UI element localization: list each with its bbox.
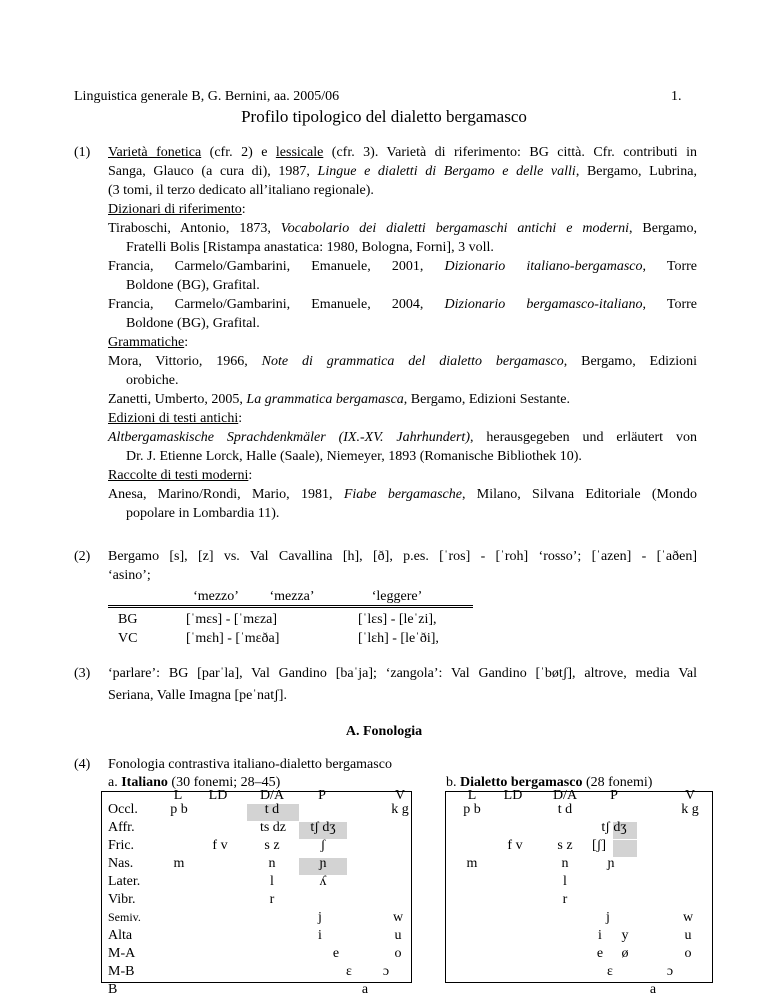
- bg-lat-DA: l: [563, 874, 567, 889]
- s1-line-8: Boldone (BG), Grafital.: [126, 278, 260, 293]
- s1-line-9: Francia, Carmelo/Gambarini, Emanuele, 2004, Dizionario bergamasco-italiano, Torre: [108, 297, 698, 312]
- section-heading-fonologia: A. Fonologia: [345, 724, 423, 739]
- it-row-fric: Fric.: [108, 838, 135, 853]
- bg-vib-DA: r: [562, 892, 568, 907]
- bg-nas-DA: n: [561, 856, 569, 871]
- bg-fric-DA: s z: [557, 838, 573, 853]
- it-col-LD: LD: [208, 788, 228, 803]
- it-lat-DA: l: [270, 874, 274, 889]
- it-row-vibr: Vibr.: [108, 892, 136, 907]
- it-nas-P: ɲ: [319, 856, 327, 871]
- bg-b-a: a: [649, 982, 657, 997]
- s3-line-1: ‘parlare’: BG [parˈla], Val Gandino [baˈja]; ‘zangola’: Val Gandino [ˈbøtʃ], altrove, media Val: [108, 666, 697, 681]
- bg-mezzo: [ˈmɛs] - [ˈmɛza]: [186, 612, 278, 627]
- it-occl-V: k g: [391, 802, 409, 817]
- table-rule: [108, 605, 473, 606]
- s1-line-18: Raccolte di testi moderni:: [108, 468, 253, 483]
- page-title: Profilo tipologico del dialetto bergamasco: [241, 107, 527, 126]
- th-leggere: ‘leggere’: [371, 589, 423, 604]
- s1-line-2: Sanga, Glauco (a cura di), 1987, Lingue e dialetti di Bergamo e delle valli, Bergamo, Lubrina,: [108, 164, 697, 179]
- bg-col-LD: LD: [503, 788, 523, 803]
- bg-occl-L: p b: [463, 802, 481, 817]
- s1-line-4: Dizionari di riferimento:: [108, 202, 246, 217]
- section-3: [108, 664, 697, 705]
- it-ma-e: e: [332, 946, 340, 961]
- bg-affr-P: tʃ dʒ: [601, 820, 627, 835]
- it-lat-P: ʎ: [319, 874, 327, 889]
- bg-fric-P: [ʃ]: [592, 838, 606, 853]
- it-col-DA: D/A: [259, 788, 285, 803]
- vc-mezzo: [ˈmɛh] - [ˈmɛða]: [186, 631, 280, 646]
- bg-alta-y: y: [621, 928, 629, 943]
- it-row-alta: Alta: [108, 928, 133, 943]
- s1-line-13: orobiche.: [126, 373, 179, 388]
- section-1: [108, 143, 697, 523]
- page-number: 1.: [671, 89, 682, 104]
- it-row-semiv: Semiv.: [108, 910, 141, 924]
- bg-col-V: V: [684, 788, 696, 803]
- it-mb-e: ɛ: [346, 964, 352, 979]
- bg-col-P: P: [610, 788, 618, 803]
- s1-line-17: Dr. J. Etienne Lorck, Halle (Saale), Niemeyer, 1893 (Romanische Bibliothek 10).: [126, 449, 582, 464]
- it-nas-L: m: [173, 856, 185, 871]
- it-row-occl: Occl.: [108, 802, 138, 817]
- it-ma-o: o: [394, 946, 402, 961]
- bg-nas-L: m: [466, 856, 478, 871]
- s1-line-16: Altbergamaskische Sprachdenkmäler (IX.-XV. Jahrhundert), herausgegeben und erläutert von: [108, 430, 697, 445]
- s1-line-19: Anesa, Marino/Rondi, Mario, 1981, Fiabe bergamasche, Milano, Silvana Editoriale (Mondo: [108, 487, 697, 502]
- bg-mb-o: ɔ: [666, 964, 674, 979]
- it-semiv-j: j: [318, 910, 322, 925]
- s1-line-6: Fratelli Bolis [Ristampa anastatica: 1980, Bologna, Forni], 3 voll.: [126, 240, 494, 255]
- th-mezza: ‘mezza’: [269, 589, 315, 604]
- it-fric-DA: s z: [264, 838, 280, 853]
- bg-alta-i: i: [598, 928, 602, 943]
- it-alta-u: u: [394, 928, 402, 943]
- s3-line-2: Seriana, Valle Imagna [peˈnatʃ].: [108, 688, 287, 703]
- heading-edizioni: Edizioni di testi antichi: [108, 411, 239, 426]
- s4-intro: Fonologia contrastiva italiano-dialetto bergamasco: [108, 757, 392, 772]
- s4-b-label: b. Dialetto bergamasco (28 fonemi): [446, 775, 653, 790]
- th-mezzo: ‘mezzo’: [193, 589, 239, 604]
- it-b-a: a: [361, 982, 369, 997]
- it-col-P: P: [318, 788, 326, 803]
- it-alta-i: i: [318, 928, 322, 943]
- it-col-L: L: [173, 788, 183, 803]
- s1-line-11: Grammatiche:: [108, 335, 189, 350]
- it-nas-DA: n: [268, 856, 276, 871]
- link-lessicale: lessicale: [275, 145, 324, 160]
- bg-semiv-j: j: [606, 910, 610, 925]
- item-number-2: (2): [74, 549, 91, 564]
- bg-occl-DA: t d: [557, 802, 573, 817]
- it-fric-LD: f v: [212, 838, 228, 853]
- s1-line-20: popolare in Lombardia 11).: [126, 506, 280, 521]
- bg-ma-oe: ø: [621, 946, 629, 961]
- it-occl-DA: t d: [264, 802, 280, 817]
- s1-line-12: Mora, Vittorio, 1966, Note di grammatica del dialetto bergamasco, Bergamo, Edizioni: [108, 354, 697, 369]
- bg-fric-LD: f v: [507, 838, 523, 853]
- item-number-4: (4): [74, 757, 91, 772]
- bg-ma-e: e: [596, 946, 604, 961]
- bg-semiv-w: w: [682, 910, 694, 925]
- bg-nas-P: ɲ: [607, 856, 615, 871]
- bg-ma-o: o: [684, 946, 692, 961]
- it-occl-L: p b: [170, 802, 188, 817]
- heading-grammatiche: Grammatiche: [108, 335, 185, 350]
- s1-line-14: Zanetti, Umberto, 2005, La grammatica bergamasca, Bergamo, Edizioni Sestante.: [108, 392, 570, 407]
- s1-line-15: Edizioni di testi antichi:: [108, 411, 243, 426]
- it-row-later: Later.: [108, 874, 141, 889]
- table-rule-2: [108, 607, 473, 608]
- it-vib-DA: r: [269, 892, 275, 907]
- it-row-ma: M-A: [108, 946, 136, 961]
- heading-raccolte: Raccolte di testi moderni: [108, 468, 249, 483]
- it-affr-P: tʃ dʒ: [310, 820, 336, 835]
- it-row-affr: Affr.: [108, 820, 135, 835]
- it-row-mb: M-B: [108, 964, 135, 979]
- it-affr-DA: ts dz: [259, 820, 287, 835]
- bg-col-DA: D/A: [552, 788, 578, 803]
- s2-line-1: Bergamo [s], [z] vs. Val Cavallina [h], [ð], p.es. [ˈros] - [ˈroh] ‘rosso’; [ˈazen] - [ˈaðen]: [108, 549, 697, 564]
- row-label-vc: VC: [118, 631, 138, 646]
- bg-mb-e: ɛ: [607, 964, 613, 979]
- s1-line-7: Francia, Carmelo/Gambarini, Emanuele, 2001, Dizionario italiano-bergamasco, Torre: [108, 259, 698, 274]
- vc-leggere: [ˈlɛh] - [leˈði],: [358, 631, 439, 646]
- bg-col-L: L: [467, 788, 477, 803]
- s1-line-5: Tiraboschi, Antonio, 1873, Vocabolario dei dialetti bergamaschi antichi e moderni, Bergamo,: [108, 221, 697, 236]
- bg-leggere: [ˈlɛs] - [leˈzi],: [358, 612, 437, 627]
- it-col-V: V: [394, 788, 406, 803]
- it-fric-P: ʃ: [320, 838, 326, 853]
- section-2: [108, 547, 697, 585]
- s1-line-10: Boldone (BG), Grafital.: [126, 316, 260, 331]
- s1-line-1: Varietà fonetica (cfr. 2) e lessicale (cfr. 3). Varietà di riferimento: BG città. Cfr. contributi in: [108, 145, 697, 160]
- bg-alta-u: u: [684, 928, 692, 943]
- header-left: Linguistica generale B, G. Bernini, aa. 2005/06: [74, 89, 340, 104]
- item-number-3: (3): [74, 666, 91, 681]
- row-label-bg: BG: [118, 612, 138, 627]
- s2-line-2: ‘asino’;: [108, 568, 151, 583]
- s4-a-label: a. Italiano (30 fonemi; 28–45): [108, 775, 281, 790]
- item-number-1: (1): [74, 145, 91, 160]
- heading-dizionari: Dizionari di riferimento: [108, 202, 242, 217]
- it-row-nas: Nas.: [108, 856, 134, 871]
- it-mb-o: ɔ: [382, 964, 390, 979]
- link-varieta-fonetica: Varietà fonetica: [108, 145, 202, 160]
- bg-occl-V: k g: [681, 802, 699, 817]
- it-semiv-w: w: [392, 910, 404, 925]
- s1-line-3: (3 tomi, il terzo dedicato all’italiano regionale).: [108, 183, 374, 198]
- it-row-b: B: [108, 982, 118, 997]
